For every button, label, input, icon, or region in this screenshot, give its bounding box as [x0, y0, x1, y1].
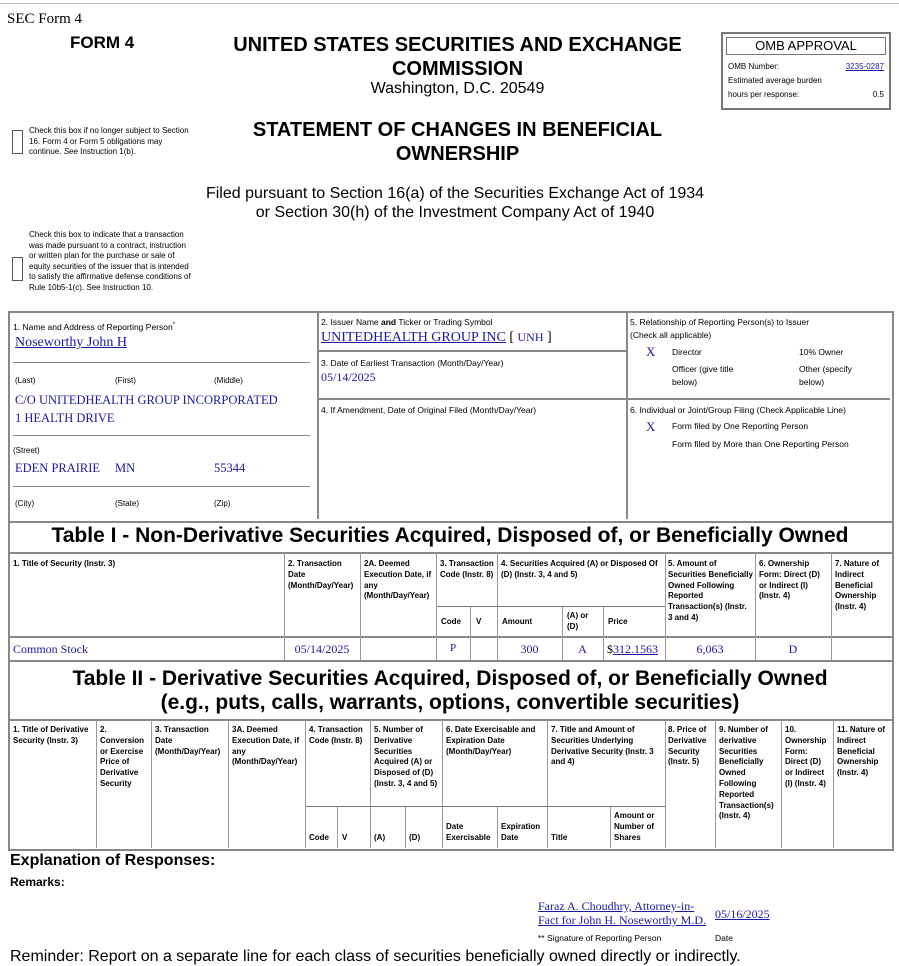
t2-h-d-sub: (D)	[409, 833, 421, 842]
one-person-label: Form filed by One Reporting Person	[672, 421, 809, 431]
zip-label: (Zip)	[214, 499, 231, 508]
t2-h-form: 10. Ownership Form: Direct (D) or Indirect (I) (Instr. 4)	[785, 725, 827, 788]
t1-row-amount: 300	[520, 642, 539, 656]
table2-title-2: (e.g., puts, calls, warrants, options, convertible securities)	[160, 691, 740, 714]
signature-label: ** Signature of Reporting Person	[538, 933, 662, 943]
omb-number-label: OMB Number:	[728, 62, 780, 71]
t1-v2	[360, 553, 361, 660]
ten-percent-label: 10% Owner	[799, 347, 844, 357]
other-label-2: below)	[799, 377, 825, 387]
t1-h-amount-sub: Amount	[502, 617, 533, 626]
filing-label: 6. Individual or Joint/Group Filing (Check Applicable Line)	[630, 405, 846, 415]
rule10b5-text: Check this box to indicate that a transaction was made pursuant to a contract, instruction or written plan for the purchase or sale of equity securities of the issuer that is intended to satisfy the affirmative defense conditions of Rule 10b5-1(c). See Instruction 10.	[29, 230, 191, 292]
earliest-label: 3. Date of Earliest Transaction (Month/Day/Year)	[321, 358, 504, 368]
omb-number-value[interactable]: 3235-0287	[845, 62, 884, 71]
t2-rule-sub	[305, 806, 665, 807]
t1-row-date: 05/14/2025	[294, 642, 350, 656]
omb-burden-value: 0.5	[872, 90, 884, 99]
issuer-label: 2. Issuer Name and Ticker or Trading Symbol	[321, 317, 493, 327]
zip-value: 55344	[214, 461, 246, 475]
t2-h-exercisable: 6. Date Exercisable and Expiration Date (Month/Day/Year)	[446, 725, 536, 756]
t2-v10	[781, 720, 782, 848]
name-underline	[13, 362, 310, 363]
street-label: (Street)	[13, 446, 40, 455]
t2-h-price: 8. Price of Derivative Security (Instr. 5)	[668, 725, 707, 767]
doc-label: SEC Form 4	[7, 11, 83, 27]
officer-label-2: below)	[672, 377, 698, 387]
t1-row-price: $312.1563	[607, 642, 658, 656]
divider-1	[317, 312, 319, 519]
first-label: (First)	[115, 376, 136, 385]
table1-title: Table I - Non-Derivative Securities Acquired, Disposed of, or Beneficially Owned	[51, 524, 849, 547]
t1-h-v-sub: V	[476, 617, 482, 626]
more-person-label: Form filed by More than One Reporting Person	[672, 439, 849, 449]
omb-title: OMB APPROVAL	[726, 37, 886, 55]
t1-row-title: Common Stock	[13, 642, 89, 656]
t2-h-number-owned: 9. Number of derivative Securities Beneficially Owned Following Reported Transaction(s) (Instr. 4)	[719, 725, 774, 821]
other-label-1: Other (specify	[799, 364, 852, 374]
issuer-name[interactable]: UNITEDHEALTH GROUP INC	[321, 330, 506, 345]
section16-text: Check this box if no longer subject to Section 16. Form 4 or Form 5 obligations may continue. See Instruction 1(b).	[29, 126, 189, 156]
t2-h-deemed: 3A. Deemed Execution Date, if any (Month/Day/Year)	[232, 725, 300, 767]
t1-v3b	[470, 607, 471, 660]
t2-rule-top	[8, 719, 892, 721]
t1-h-price-sub: Price	[608, 617, 628, 626]
t2-h-date-exercisable: Date Exercisable	[446, 822, 491, 842]
reporting-person-name[interactable]: Noseworthy John H	[15, 335, 127, 350]
earliest-date: 05/14/2025	[321, 370, 376, 384]
relationship-check-all: (Check all applicable)	[630, 330, 712, 340]
address-line-1: C/O UNITEDHEALTH GROUP INCORPORATED	[15, 393, 278, 407]
t1-h-code-sub: Code	[441, 617, 461, 626]
reminder-text: Reminder: Report on a separate line for each class of securities beneficially owned directly or indirectly.	[10, 948, 741, 965]
t1-v7	[831, 553, 832, 660]
last-label: (Last)	[15, 376, 36, 385]
t1-h-date: 2. Transaction Date (Month/Day/Year)	[288, 559, 354, 590]
t2-v1	[96, 720, 97, 848]
t1-h-form: 6. Ownership Form: Direct (D) or Indirect (I) (Instr. 4)	[759, 559, 820, 601]
city-label: (City)	[15, 499, 35, 508]
director-label: Director	[672, 347, 702, 357]
t2-h-underlying: 7. Title and Amount of Securities Underlying Derivative Security (Instr. 3 and 4)	[551, 725, 654, 767]
issuer-ticker: UNH	[517, 330, 544, 344]
t2-v8	[665, 720, 666, 848]
t1-h-code: 3. Transaction Code (Instr. 8)	[440, 559, 494, 579]
t1-rule-mid	[8, 636, 892, 638]
signature-date: 05/16/2025	[715, 907, 770, 921]
t2-h-code-sub: Code	[309, 833, 329, 842]
officer-label-1: Officer (give title	[672, 364, 734, 374]
t2-h-amount-shares: Amount or Number of Shares	[614, 811, 655, 842]
t1-h-nature: 7. Nature of Indirect Beneficial Ownership (Instr. 4)	[835, 559, 880, 612]
t1-h-title: 1. Title of Security (Instr. 3)	[13, 559, 116, 568]
t2-v9	[715, 720, 716, 848]
one-person-x-mark: X	[646, 419, 656, 434]
t1-v4c	[603, 607, 604, 660]
t2-h-title: 1. Title of Derivative Security (Instr. 3)	[13, 725, 89, 745]
t2-h-date: 3. Transaction Date (Month/Day/Year)	[155, 725, 221, 756]
amendment-label: 4. If Amendment, Date of Original Filed (Month/Day/Year)	[321, 405, 537, 415]
divider-3	[318, 350, 626, 352]
t2-v5	[370, 720, 371, 848]
t2-h-title-sub: Title	[551, 833, 568, 842]
t1-row-aord: A	[578, 642, 587, 656]
t1-h-owned: 5. Amount of Securities Beneficially Owned Following Reported Transaction(s) (Instr. 3 and 4)	[668, 559, 753, 622]
statement-title: STATEMENT OF CHANGES IN BENEFICIAL OWNERSHIP	[252, 119, 663, 165]
address-underline	[13, 435, 310, 436]
agency-title: UNITED STATES SECURITIES AND EXCHANGE COMMISSION	[233, 34, 682, 80]
agency-location: Washington, D.C. 20549	[370, 80, 545, 97]
t1-rule-top	[8, 552, 892, 554]
t2-v4	[305, 720, 306, 848]
t2-h-code: 4. Transaction Code (Instr. 8)	[309, 725, 363, 745]
reporting-person-label: 1. Name and Address of Reporting Person*	[13, 321, 176, 332]
address-line-2: 1 HEALTH DRIVE	[15, 411, 115, 425]
t2-v7b	[610, 807, 611, 848]
omb-burden-label-1: Estimated average burden	[728, 76, 822, 85]
explanation-heading: Explanation of Responses:	[10, 852, 216, 869]
state-value: MN	[115, 461, 136, 475]
divider-4	[318, 398, 890, 400]
filed-pursuant-2: or Section 30(h) of the Investment Company Act of 1940	[255, 204, 655, 221]
t2-v3	[228, 720, 229, 848]
remarks-heading: Remarks:	[10, 875, 65, 889]
t1-row-code: P	[449, 642, 457, 654]
t1-h-aord-sub: (A) or (D)	[567, 611, 589, 631]
t2-h-a-sub: (A)	[374, 833, 386, 842]
rule10b5-checkbox[interactable]	[12, 257, 23, 281]
t2-v2	[151, 720, 152, 848]
middle-label: (Middle)	[214, 376, 243, 385]
divider-2	[626, 312, 628, 519]
city-underline	[13, 486, 310, 487]
table2-title-1: Table II - Derivative Securities Acquired, Disposed of, or Beneficially Owned	[72, 667, 828, 690]
t2-h-v-sub: V	[342, 833, 348, 842]
t2-h-conversion: 2. Conversion or Exercise Price of Derivative Security	[100, 725, 145, 788]
t2-v7	[547, 720, 548, 848]
form-title: FORM 4	[70, 33, 135, 52]
t2-v5b	[405, 807, 406, 848]
t1-row-form: D	[788, 642, 798, 656]
t2-v4b	[337, 807, 338, 848]
section16-checkbox[interactable]	[12, 130, 23, 154]
t1-h-acquired: 4. Securities Acquired (A) or Disposed Of (D) (Instr. 3, 4 and 5)	[501, 559, 658, 579]
t2-h-nature: 11. Nature of Indirect Beneficial Ownership (Instr. 4)	[837, 725, 886, 778]
omb-burden-label-2: hours per response:	[728, 90, 800, 99]
t2-v6	[442, 720, 443, 848]
omb-box	[721, 32, 891, 110]
director-x-mark: X	[646, 344, 656, 359]
t1-row-owned: 6,063	[696, 642, 724, 656]
t2-v6b	[497, 807, 498, 848]
t2-h-expiration: Expiration Date	[501, 822, 541, 842]
t1-row-price-link[interactable]: 312.1563	[613, 642, 658, 656]
t1-h-deemed: 2A. Deemed Execution Date, if any (Month/Day/Year)	[364, 559, 432, 601]
t2-h-number: 5. Number of Derivative Securities Acquired (A) or Disposed of (D) (Instr. 3, 4 and 5)	[374, 725, 438, 788]
filed-pursuant-1: Filed pursuant to Section 16(a) of the Securities Exchange Act of 1934	[205, 185, 705, 202]
t2-v11	[833, 720, 834, 848]
state-label: (State)	[115, 499, 140, 508]
issuer-name-line: UNITEDHEALTH GROUP INC [ UNH ]	[321, 330, 552, 345]
signature-name[interactable]: Faraz A. Choudhry, Attorney-in- Fact for John H. Noseworthy M.D.	[538, 899, 706, 927]
date-label: Date	[715, 933, 733, 943]
relationship-label: 5. Relationship of Reporting Person(s) to Issuer	[630, 317, 810, 327]
city-value: EDEN PRAIRIE	[15, 461, 101, 475]
top-rule	[0, 3, 899, 4]
